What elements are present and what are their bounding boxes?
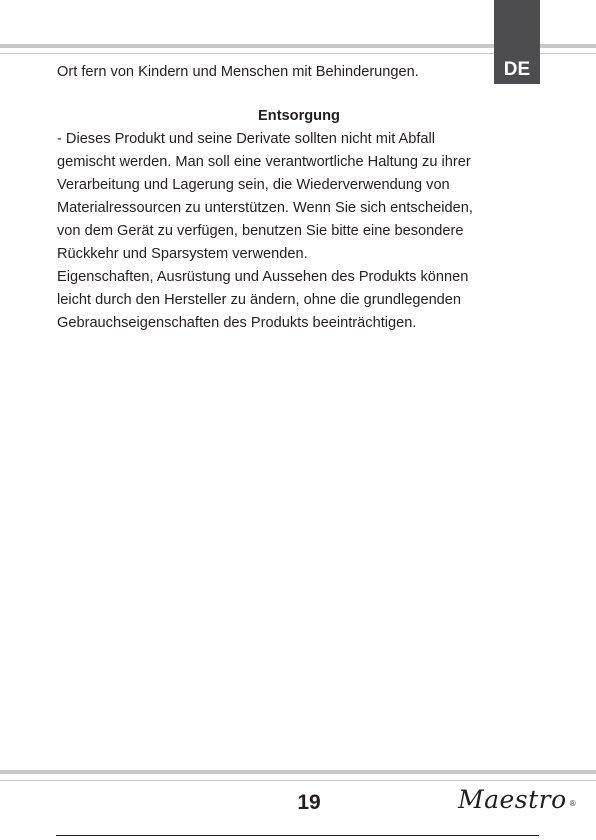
body-line: - Dieses Produkt und seine Derivate sollten nicht mit Abfall [57, 131, 435, 147]
page-number: 19 [297, 791, 321, 814]
body-line: leicht durch den Hersteller zu ändern, ohne die grundlegenden [57, 292, 462, 308]
body-line: Gebrauchseigenschaften des Produkts beeinträchtigen. [57, 315, 417, 331]
footer-rule-thick [0, 770, 596, 774]
intro-line: Ort fern von Kindern und Menschen mit Behinderungen. [57, 64, 419, 80]
page-content [57, 61, 527, 335]
brand-name: Maestro [458, 785, 567, 814]
body-line: gemischt werden. Man soll eine verantwortliche Haltung zu ihrer [57, 154, 471, 170]
section-heading: Entsorgung [258, 108, 340, 124]
language-tab-label: DE [503, 59, 531, 80]
footer-bottom-line [56, 835, 539, 836]
body-line: von dem Gerät zu verfügen, benutzen Sie bitte eine besondere [57, 223, 464, 239]
body-line: Rückkehr und Sparsystem verwenden. [57, 246, 308, 262]
body-line: Materialressourcen zu unterstützen. Wenn Sie sich entscheiden, [57, 200, 473, 216]
body-line: Verarbeitung und Lagerung sein, die Wiederverwendung von [57, 177, 450, 193]
registered-mark: ® [569, 799, 577, 808]
body-line: Eigenschaften, Ausrüstung und Aussehen des Produkts können [57, 269, 469, 285]
brand-logo [458, 780, 576, 820]
